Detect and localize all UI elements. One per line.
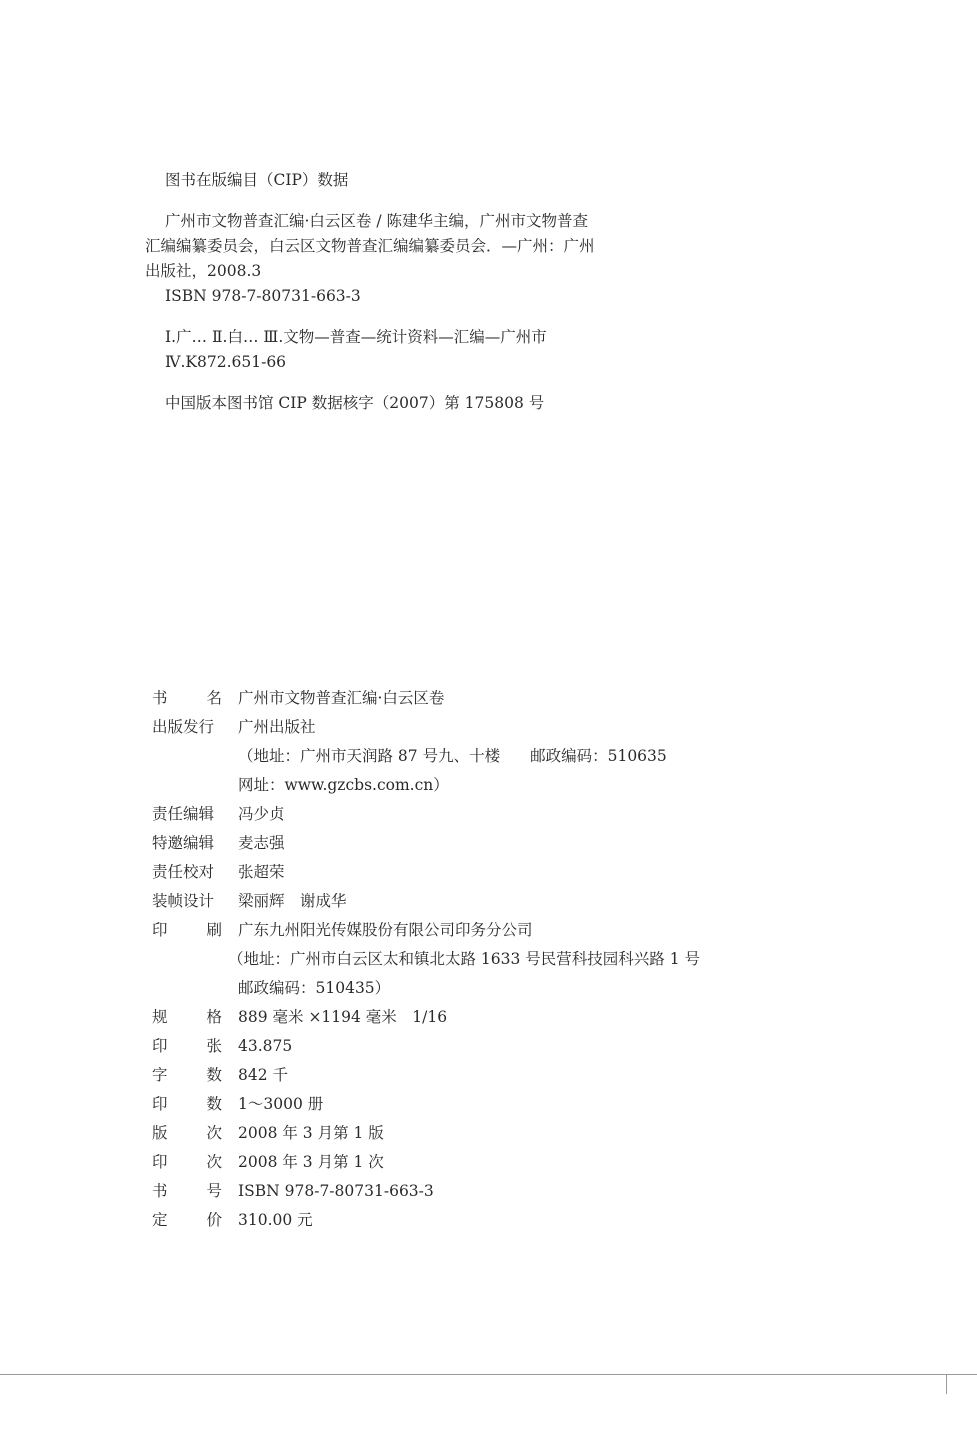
special-editor-name: 麦志强 <box>238 834 285 852</box>
colophon-label: 书 名 <box>152 689 222 707</box>
colophon-label: 责任校对 <box>152 863 215 881</box>
colophon-row-publisher <box>152 713 792 742</box>
cip-verification: 中国版本图书馆 CIP 数据核字（2007）第 175808 号 <box>165 394 545 412</box>
colophon-label: 特邀编辑 <box>152 834 215 852</box>
colophon-label: 责任编辑 <box>152 805 215 823</box>
colophon-label: 出版发行 <box>152 718 215 736</box>
colophon-label: 印 数 <box>152 1095 222 1113</box>
cip-entry-line-3: 出版社，2008.3 <box>145 262 262 280</box>
book-title: 广州市文物普查汇编·白云区卷 <box>238 689 445 707</box>
editor-name: 冯少贞 <box>238 805 285 823</box>
colophon-row-special-editor <box>152 829 792 858</box>
publisher-postcode: 邮政编码：510635 <box>530 747 667 765</box>
printer-address: （地址：广州市白云区太和镇北太路 1633 号民营科技园科兴路 1 号 <box>228 950 701 968</box>
colophon-row-editor <box>152 800 792 829</box>
cip-isbn: ISBN 978-7-80731-663-3 <box>165 287 361 305</box>
publisher-website-line <box>152 771 792 800</box>
colophon-label: 字 数 <box>152 1066 222 1084</box>
printer-postcode: 邮政编码：510435） <box>238 979 391 997</box>
colophon-label: 版 次 <box>152 1124 222 1142</box>
isbn-number: ISBN 978-7-80731-663-3 <box>238 1182 434 1200</box>
cip-spacer <box>145 375 705 391</box>
colophon-row-title <box>152 684 792 713</box>
edition: 2008 年 3 月第 1 版 <box>238 1124 384 1142</box>
colophon-label: 印 次 <box>152 1153 222 1171</box>
colophon-row-design <box>152 887 792 916</box>
page-corner-tick <box>946 1374 947 1394</box>
print-run: 1～3000 册 <box>238 1095 324 1113</box>
publisher-name: 广州出版社 <box>238 718 316 736</box>
colophon-row-words <box>152 1061 792 1090</box>
printed-sheets: 43.875 <box>238 1037 293 1055</box>
colophon-block <box>152 684 792 1235</box>
word-count: 842 千 <box>238 1066 289 1084</box>
cip-heading: 图书在版编目（CIP）数据 <box>165 171 349 189</box>
publisher-address-line <box>152 742 792 771</box>
cip-entry-line-2: 汇编编纂委员会，白云区文物普查汇编编纂委员会．—广州：广州 <box>145 237 595 255</box>
cip-spacer <box>145 309 705 325</box>
colophon-row-printer <box>152 916 792 945</box>
printing: 2008 年 3 月第 1 次 <box>238 1153 384 1171</box>
proofreader-name: 张超荣 <box>238 863 285 881</box>
colophon-label: 印 刷 <box>152 921 222 939</box>
publisher-address: （地址：广州市天润路 87 号九、十楼 <box>238 747 501 765</box>
colophon-row-proofreader <box>152 858 792 887</box>
cip-block <box>145 168 705 416</box>
cip-subject-line-2: Ⅳ.K872.651-66 <box>165 353 287 371</box>
colophon-row-printing <box>152 1148 792 1177</box>
colophon-row-edition <box>152 1119 792 1148</box>
colophon-label: 装帧设计 <box>152 892 215 910</box>
page-bottom-rule <box>0 1374 977 1375</box>
colophon-row-sheets <box>152 1032 792 1061</box>
colophon-label: 规 格 <box>152 1008 222 1026</box>
publisher-website: 网址：www.gzcbs.com.cn） <box>238 776 449 794</box>
cip-subject-line-1: Ⅰ.广… Ⅱ.白… Ⅲ.文物—普查—统计资料—汇编—广州市 <box>165 328 547 346</box>
cip-entry-line-1: 广州市文物普查汇编·白云区卷 / 陈建华主编，广州市文物普查 <box>165 212 589 230</box>
printer-name: 广东九州阳光传媒股份有限公司印务分公司 <box>238 921 533 939</box>
printer-address-line <box>152 945 792 974</box>
colophon-row-price <box>152 1206 792 1235</box>
colophon-label: 定 价 <box>152 1211 222 1229</box>
designer-names: 梁丽辉 谢成华 <box>238 892 347 910</box>
printer-postcode-line <box>152 974 792 1003</box>
colophon-row-spec <box>152 1003 792 1032</box>
price: 310.00 元 <box>238 1211 313 1229</box>
colophon-label: 书 号 <box>152 1182 222 1200</box>
colophon-row-isbn <box>152 1177 792 1206</box>
colophon-label: 印 张 <box>152 1037 222 1055</box>
colophon-row-copies <box>152 1090 792 1119</box>
format-spec: 889 毫米 ×1194 毫米 1/16 <box>238 1008 448 1026</box>
